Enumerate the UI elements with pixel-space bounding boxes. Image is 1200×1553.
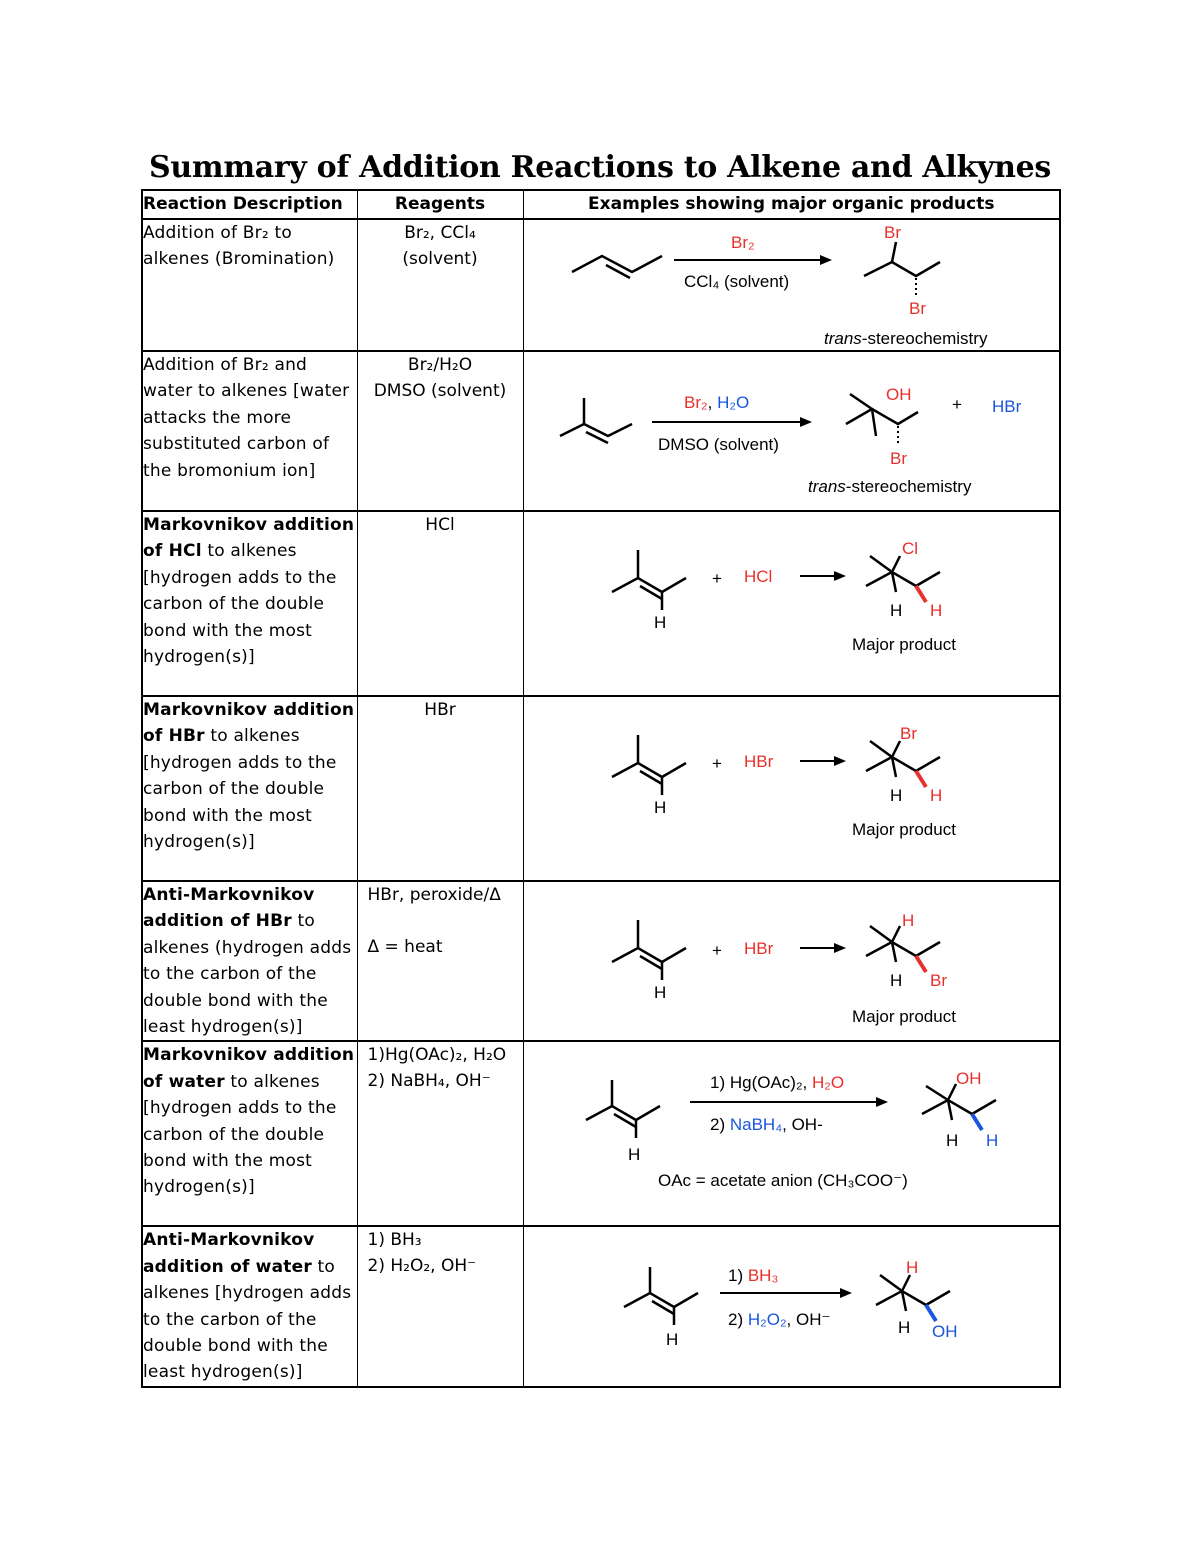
alkene-structure (586, 1080, 660, 1138)
reaction-scheme (524, 512, 1061, 697)
column-header-examples: Examples showing major organic products (523, 190, 1060, 219)
highlighted-bond (926, 1305, 936, 1321)
reaction-scheme (524, 1042, 1061, 1227)
description-bold: Anti-Markovnikov addition of water (143, 1230, 315, 1277)
reagent-above: Br₂ (730, 233, 755, 252)
example-cell (523, 351, 1060, 511)
table-header-row (142, 190, 1060, 219)
reagents-cell (357, 696, 523, 881)
example-cell (523, 881, 1060, 1041)
product-structure (876, 1275, 950, 1311)
reagent-line: (solvent) (402, 249, 478, 269)
alkene-structure (612, 920, 686, 980)
arrowhead-icon (820, 255, 832, 265)
reagents-cell (357, 1226, 523, 1386)
reagent-line (368, 908, 523, 934)
alkene-structure (612, 550, 686, 610)
product-label: Br (908, 299, 926, 318)
product-note: Major product (851, 820, 956, 839)
product-label: Br (899, 724, 917, 743)
page-title: Summary of Addition Reactions to Alkene and Alkynes (149, 150, 1051, 185)
reaction-description (142, 219, 357, 351)
product-label: OH (931, 1322, 957, 1342)
hydrogen-label: H (665, 1330, 678, 1350)
reaction-step-1: 1) BH₃ (727, 1266, 778, 1286)
reagent-line: HBr (424, 700, 456, 720)
plus-sign: + (711, 754, 722, 773)
reaction-step-2: 2) NaBH₄, OH- (709, 1115, 823, 1135)
description-text: to alkenes (hydrogen adds to the carbon of the double bond with the least hydrogen(s)] (143, 911, 352, 1038)
highlighted-bond (972, 1114, 982, 1130)
reaction-scheme (524, 882, 1061, 1041)
description-bold: Markovnikov addition of water (143, 1045, 355, 1092)
acetate-note: OAc = acetate anion (CH₃COO⁻) (657, 1171, 908, 1191)
product-note: Major product (851, 1007, 956, 1026)
reaction-description (142, 511, 357, 696)
reaction-description (142, 1226, 357, 1386)
description-text: to alkenes [hydrogen adds to the carbon of the double bond with the least hydrogen(s)] (143, 1256, 352, 1383)
example-cell (523, 511, 1060, 696)
reagents-cell (357, 1041, 523, 1226)
table-row (142, 219, 1060, 351)
highlighted-bond (916, 771, 926, 787)
product-structure (866, 926, 940, 962)
description-bold: Markovnikov addition of HCl (143, 515, 355, 562)
reagent: HCl (743, 567, 772, 586)
reagent-below: DMSO (solvent) (657, 435, 779, 454)
alkene-structure (612, 735, 686, 795)
reaction-table (141, 189, 1061, 1388)
product-label: H (929, 601, 942, 620)
product-label: H (985, 1131, 998, 1151)
reaction-scheme (524, 697, 1061, 882)
stereochemistry-note: trans-stereochemistry (807, 477, 971, 496)
reagent-line: 1) BH₃ (367, 1230, 422, 1251)
highlighted-bond (916, 956, 926, 972)
product-label: H (889, 786, 902, 805)
product-label: Cl (901, 539, 918, 558)
arrowhead-icon (834, 943, 846, 953)
example-cell (523, 1041, 1060, 1226)
reaction-scheme (524, 352, 1061, 512)
product-label: H (901, 911, 914, 930)
plus-sign: + (711, 569, 722, 588)
table-row (142, 1041, 1060, 1226)
reaction-step-2: 2) H₂O₂, OH⁻ (727, 1310, 830, 1330)
product-label: H (905, 1258, 918, 1278)
product-label: H (889, 601, 902, 620)
alkene-structure (624, 1267, 698, 1325)
description-bold: Anti-Markovnikov addition of HBr (143, 885, 315, 932)
reagent-line: Br₂, CCl₄ (404, 223, 476, 243)
plus-sign: + (711, 941, 722, 960)
description-text: to alkenes [hydrogen adds to the carbon of the double bond with the most hydrogen(s)] (143, 541, 337, 668)
reagent: HBr (743, 939, 773, 958)
description-text: to alkenes [hydrogen adds to the carbon of the double bond with the most hydrogen(s)] (143, 726, 337, 853)
table-row (142, 1226, 1060, 1386)
reagents-cell (357, 351, 523, 511)
hydrogen-label: H (627, 1145, 640, 1165)
reagent-line: DMSO (solvent) (373, 381, 507, 401)
hydrogen-label: H (653, 613, 666, 632)
hydrogen-label: H (653, 798, 666, 817)
arrowhead-icon (834, 756, 846, 766)
column-header-reagents: Reagents (357, 190, 523, 219)
arrowhead-icon (840, 1288, 852, 1298)
hydrogen-label: H (653, 983, 666, 1002)
highlighted-bond (916, 586, 926, 602)
product-label: Br (889, 449, 907, 468)
product-note: Major product (851, 635, 956, 654)
arrowhead-icon (800, 417, 812, 427)
product-label: H (889, 971, 902, 990)
reagent-line: Δ = heat (367, 937, 443, 957)
stereochemistry-note: trans-stereochemistry (823, 329, 987, 348)
reagents-cell (357, 511, 523, 696)
reagent-line: 2) NaBH₄, OH⁻ (367, 1071, 491, 1092)
reagents-cell (357, 219, 523, 351)
product-label: OH (955, 1069, 981, 1089)
reaction-step-1: 1) Hg(OAc)₂, H₂O (709, 1073, 844, 1093)
reagent-line: 2) H₂O₂, OH⁻ (367, 1256, 477, 1277)
table-row (142, 351, 1060, 511)
description-bold: Markovnikov addition of HBr (143, 700, 355, 747)
reagent-line: HCl (425, 515, 455, 535)
reaction-scheme (524, 220, 1061, 352)
description-text: Addition of Br₂ and water to alkenes [water attacks the more substituted carbon of the bromonium ion] (143, 355, 350, 481)
column-header-description: Reaction Description (142, 190, 357, 219)
reaction-description (142, 1041, 357, 1226)
alkene-structure (572, 256, 662, 278)
product-structure (866, 741, 940, 777)
reagent: HBr (743, 752, 773, 771)
product-label: H (945, 1131, 958, 1151)
product-structure (866, 556, 940, 592)
product-label: Br (929, 971, 947, 990)
alkene-structure (560, 398, 632, 443)
arrowhead-icon (876, 1097, 888, 1107)
table-row (142, 511, 1060, 696)
example-cell (523, 219, 1060, 351)
reagent-above: Br₂, H₂O (683, 393, 749, 412)
product-structure (922, 1084, 996, 1120)
product-label: H (929, 786, 942, 805)
product-label: OH (885, 385, 911, 404)
reagents-cell (357, 881, 523, 1041)
reagent-line: 1)Hg(OAc)₂, H₂O (367, 1045, 507, 1066)
product-label: H (897, 1318, 910, 1338)
reaction-scheme (524, 1227, 1061, 1386)
example-cell (523, 1226, 1060, 1386)
reagent-below: CCl₄ (solvent) (683, 272, 789, 291)
table-row (142, 881, 1060, 1041)
example-cell (523, 696, 1060, 881)
reaction-description (142, 696, 357, 881)
reagent-line: HBr, peroxide/Δ (367, 885, 501, 905)
plus-sign: + (951, 395, 962, 414)
byproduct: HBr (991, 397, 1021, 416)
description-text: Addition of Br₂ to alkenes (Bromination) (143, 223, 335, 270)
arrowhead-icon (834, 571, 846, 581)
table-row (142, 696, 1060, 881)
reaction-description (142, 881, 357, 1041)
reaction-description (142, 351, 357, 511)
product-structure (864, 242, 940, 276)
product-label: Br (883, 223, 901, 242)
description-text: to alkenes [hydrogen adds to the carbon of the double bond with the most hydrogen(s)] (143, 1071, 337, 1198)
reagent-line: Br₂/H₂O (407, 355, 473, 375)
